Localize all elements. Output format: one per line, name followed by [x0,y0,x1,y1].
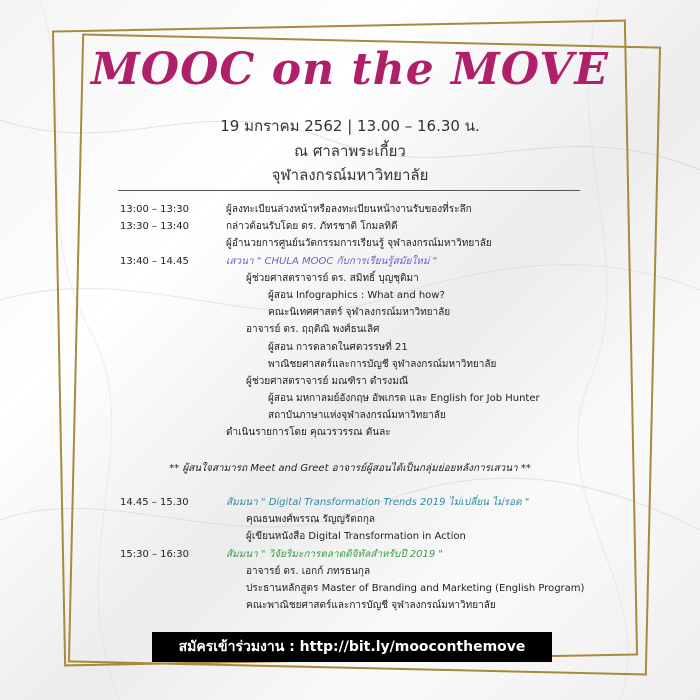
speaker-row [120,390,590,407]
venue-line-2: จุฬาลงกรณ์มหาวิทยาลัย [271,166,429,184]
speaker-detail: ผู้สอน Infographics : What and how? [268,289,445,301]
row-text: ผู้ลงทะเบียนล่วงหน้าหรือลงทะเบียนหน้างานรับของที่ระลึก [226,204,472,215]
speaker-detail: ผู้สอน การตลาดในศตวรรษที่ 21 [268,341,408,353]
schedule [120,201,590,442]
speaker-row [120,407,590,424]
speaker-row [120,304,590,321]
schedule-row [120,494,590,511]
schedule-row [120,546,590,563]
schedule-row [120,563,590,580]
row-time: 14.45 – 15.30 [120,497,189,508]
speaker-row [120,287,590,304]
meet-greet-note: ** ผู้สนใจสามารถ Meet and Greet อาจารย์ผู้สอนได้เป็นกลุ่มย่อยหลังการเสวนา ** [169,463,531,474]
moderator-row [120,424,590,441]
speaker-detail: ผู้สอน มหกาลมย์อังกฤษ อัพเกรด และ English for Job Hunter [268,393,540,405]
speaker-name: อาจารย์ ดร. ฤฤติณิ พงศ์ธนเลิศ [246,324,380,336]
seminar-title: สัมมนา " Digital Transformation Trends 2019 ไม่เปลี่ยน ไม่รอด " [226,497,530,508]
row-time: 13:30 – 13:40 [120,221,189,233]
speaker-detail: ประธานหลักสูตร Master of Branding and Marketing (English Program) [246,582,585,594]
row-time: 13:40 – 14.45 [120,255,189,267]
schedule-row [120,580,590,597]
speaker-detail: พาณิชยศาสตร์และการบัญชี จุฬาลงกรณ์มหาวิทยาลัย [268,358,497,370]
schedule-row [120,597,590,614]
row-text: ผู้อำนวยการศูนย์นวัตกรรมการเรียนรู้ จุฬาลงกรณ์มหาวิทยาลัย [226,238,492,250]
schedule-row [120,235,590,252]
speaker-detail: ผู้เขียนหนังสือ Digital Transformation in Action [246,531,466,543]
schedule-row [120,253,590,270]
speaker-row [120,356,590,373]
row-time: 13:00 – 13:30 [120,204,189,215]
speaker-name: ผู้ช่วยศาสตราจารย์ มณฑิรา ดำรงมณี [246,375,409,387]
speaker-row [120,270,590,287]
panel-title: เสวนา " CHULA MOOC กับการเรียนรู้สมัยใหม่ " [226,255,438,267]
speaker-name: คุณธนพงศ์พรรณ รัญญรัตถกุล [246,514,376,526]
schedule-row [120,218,590,235]
moderator: ดำเนินรายการโดย คุณวรวรรณ ตันละ [226,427,391,439]
speaker-row [120,339,590,356]
schedule-row [120,528,590,545]
speaker-row [120,321,590,338]
event-date: 19 มกราคม 2562 | 13.00 – 16.30 น. [220,117,480,135]
speaker-detail: สถาบันภาษาแห่งจุฬาลงกรณ์มหาวิทยาลัย [268,410,446,422]
event-title: MOOC on the MOVE [91,44,609,95]
schedule-afternoon [120,494,590,614]
row-text: กล่าวต้อนรับโดย ดร. ภัทรชาติ โกมลทิตี [226,221,398,233]
speaker-row [120,373,590,390]
venue-line-1: ณ ศาลาพระเกี้ยว [294,142,406,160]
speaker-detail: คณะพาณิชยศาสตร์และการบัญชี จุฬาลงกรณ์มหาวิทยาลัย [246,600,496,612]
seminar-title: สัมมนา " วิจัยริมะการตลาดดิจิทัลสำหรับปี 2019 " [226,548,443,560]
register-link-banner[interactable]: สมัครเข้าร่วมงาน : http://bit.ly/mooconthemove [152,632,552,662]
speaker-detail: คณะนิเทศศาสตร์ จุฬาลงกรณ์มหาวิทยาลัย [268,307,451,319]
speaker-name: ผู้ช่วยศาสตราจารย์ ดร. สมิทธิ์ บุญชุติมา [246,272,419,284]
schedule-row [120,511,590,528]
schedule-row [120,201,590,218]
divider [118,190,580,191]
speaker-name: อาจารย์ ดร. เอกก์ ภทรธนกุล [246,565,371,577]
row-time: 15:30 – 16:30 [120,548,189,560]
